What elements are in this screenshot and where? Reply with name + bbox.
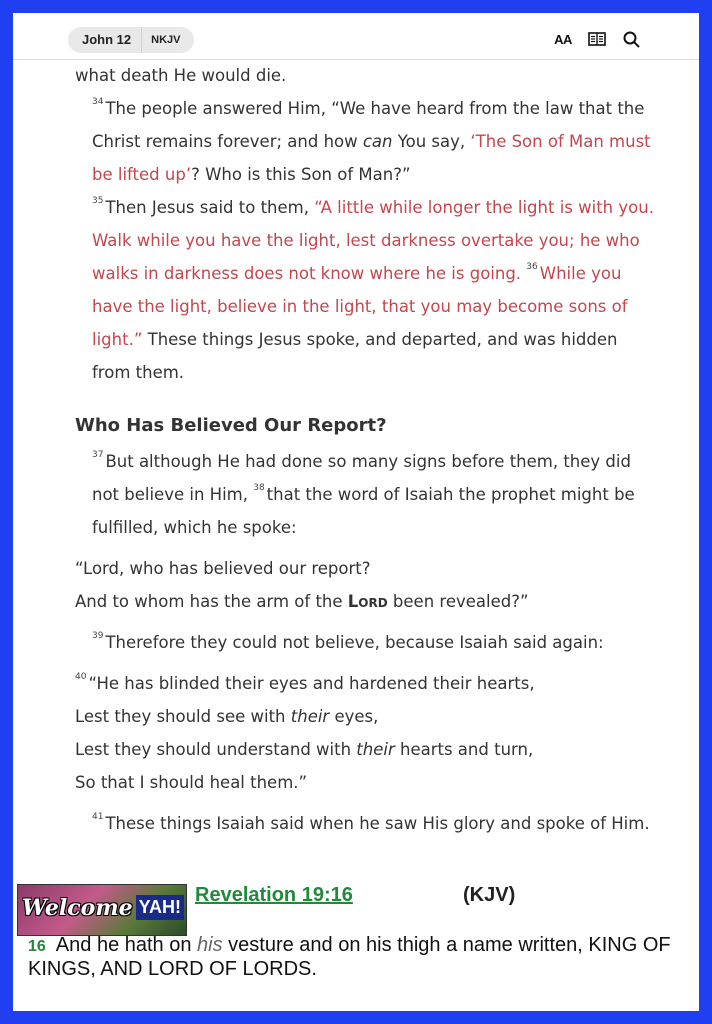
verse-number: 36 — [526, 262, 538, 272]
overlay-version: (KJV) — [463, 884, 516, 906]
verse-number: 34 — [92, 97, 104, 107]
verse-41: $^{41}$ These things Isaiah said when he saw His glory and spoke of Him. — [92, 812, 650, 833]
book-icon[interactable] — [587, 29, 607, 49]
verse-number: 37 — [92, 450, 104, 460]
overlay-reference: Revelation 19:16 — [195, 884, 353, 906]
quote-line: Lest they should see with their eyes, — [75, 707, 379, 726]
words-of-jesus: ‘The Son of Man must be lifted up’ — [92, 132, 651, 184]
quote-line: Lest they should understand with their hearts and turn, — [75, 740, 534, 759]
verse-35-36: $^{35}$ Then Jesus said to them, “A little while longer the light is with you. Walk while you have the light, lest darkness overtake you; he who walks in darkness does not know where he is going. $^{36}$ While you have the light, believe in the light, that you may become sons of light.” These things Jesus spoke, and departed, and was hidden from them. — [92, 196, 654, 382]
book-chapter-button[interactable]: John 12 — [68, 27, 142, 53]
verse-number: 40 — [75, 672, 87, 682]
reader-header — [13, 13, 699, 60]
verse-number: 35 — [92, 196, 104, 206]
passage-text — [75, 59, 655, 840]
words-of-jesus: “A little while longer the light is with you. Walk while you have the light, lest darkness overtake you; he who walks in darkness does not know where he is going. — [92, 198, 654, 283]
verse-overlay-banner — [17, 882, 699, 1011]
search-icon[interactable] — [621, 29, 641, 49]
passage-selector[interactable] — [68, 27, 194, 53]
font-size-icon[interactable]: AA — [554, 31, 572, 47]
verse-40: $^{40}$ “He has blinded their eyes and hardened their hearts, — [75, 672, 535, 693]
overlay-verse: 16 And he hath on his vesture and on his thigh a name written, KING OF KINGS, AND LORD OF LORDS. — [28, 934, 671, 980]
header-tools — [553, 29, 641, 49]
verse-34: $^{34}$ The people answered Him, “We have heard from the law that the Christ remains forever; and how can You say, ‘The Son of Man must be lifted up’? Who is this Son of Man?” — [92, 97, 651, 184]
verse-number: 41 — [92, 812, 104, 822]
welcome-yah-logo: Welcome YAH! — [17, 884, 187, 936]
quote-line: “Lord, who has believed our report? — [75, 559, 371, 578]
verse-number: 38 — [253, 483, 265, 493]
verse-number: 39 — [92, 631, 104, 641]
verse-33-end: what death He would die. — [75, 66, 287, 85]
quote-line: And to whom has the arm of the Lord been revealed?” — [75, 592, 529, 611]
reader-frame — [13, 13, 699, 1011]
version-button[interactable]: NKJV — [151, 34, 181, 46]
quote-line: So that I should heal them.” — [75, 773, 308, 792]
verse-37-38: $^{37}$ But although He had done so many signs before them, they did not believe in Him, $^{38}$ that the word of Isaiah the prophet might be fulfilled, which he spoke: — [92, 450, 635, 537]
words-of-jesus: While you have the light, believe in the light, that you may become sons of light.” — [92, 264, 628, 349]
section-heading: Who Has Believed Our Report? — [75, 415, 387, 436]
verse-39: $^{39}$ Therefore they could not believe, because Isaiah said again: — [92, 631, 604, 652]
